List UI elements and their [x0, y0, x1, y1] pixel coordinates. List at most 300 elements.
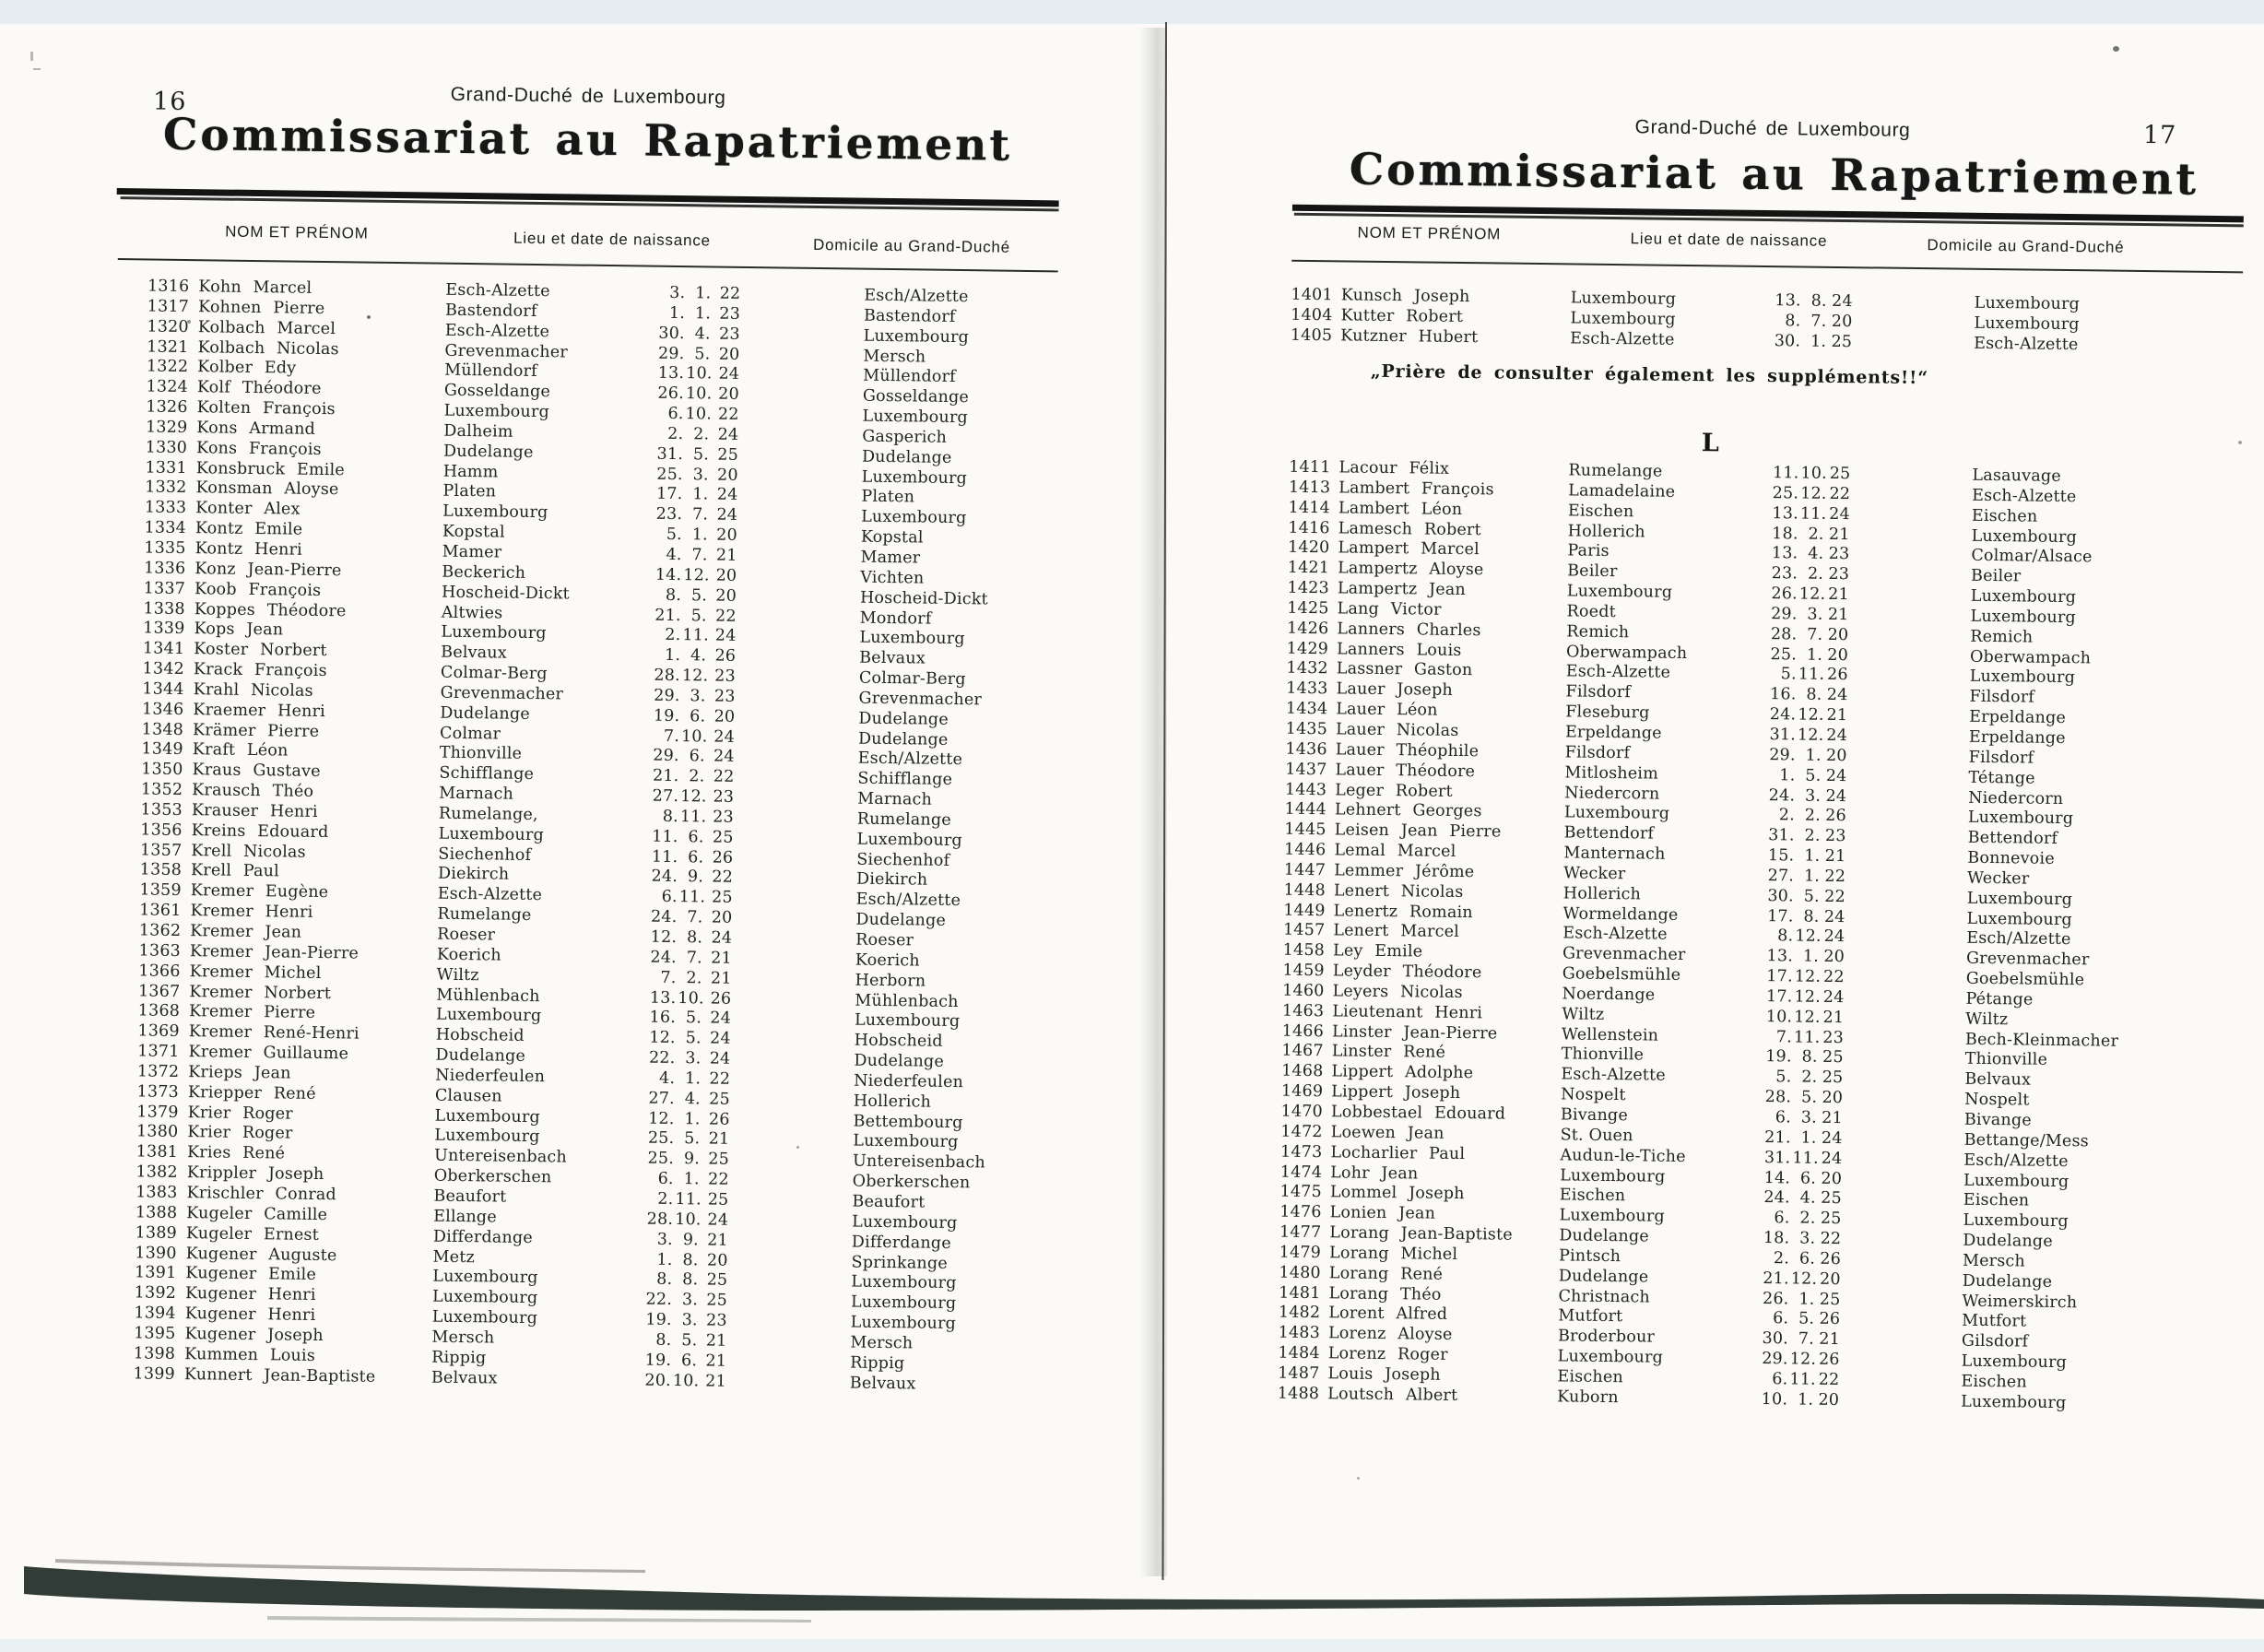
person-name: Kohnen Pierre: [197, 298, 325, 318]
birth-place: Luxembourg: [443, 401, 550, 422]
birth-day: 2.: [667, 424, 684, 443]
birth-day: 30.: [658, 324, 685, 343]
birth-month: 10.: [675, 1210, 702, 1230]
birth-place: Mühlenbach: [436, 985, 540, 1006]
person-name: Linster René: [1331, 1042, 1446, 1063]
person-name: Lenertz Romain: [1333, 901, 1473, 922]
person-name: Kremer Eugène: [190, 881, 329, 903]
birth-year: 23: [705, 1311, 727, 1330]
birth-month: 3.: [681, 1291, 699, 1310]
row-number: 1362: [138, 921, 182, 940]
person-name: Kremer Pierre: [188, 1002, 316, 1023]
person-name: Konter Alex: [195, 499, 301, 519]
row-number: 1333: [144, 498, 187, 518]
person-name: Loutsch Albert: [1327, 1385, 1458, 1405]
row-number: 1458: [1282, 940, 1326, 961]
domicile: Mersch: [1962, 1251, 2026, 1271]
row-number: 1423: [1287, 578, 1330, 598]
birth-month: 1.: [691, 525, 709, 545]
birth-place: Eischen: [1557, 1367, 1624, 1387]
person-name: Lauer Théodore: [1335, 760, 1476, 781]
column-header-name: NOM ET PRÉNOM: [225, 222, 369, 242]
row-number: 1470: [1280, 1102, 1324, 1122]
birth-place: Platen: [442, 482, 497, 502]
birth-year: 23: [714, 667, 737, 686]
person-name: Kohn Marcel: [198, 277, 312, 298]
domicile: Herborn: [855, 971, 926, 991]
birth-month: 5.: [685, 1029, 702, 1048]
column-header-domicile: Domicile au Grand-Duché: [1927, 236, 2125, 256]
row-number: 1426: [1286, 619, 1329, 638]
birth-year: 22: [1822, 967, 1845, 987]
birth-place: Filsdorf: [1564, 743, 1631, 763]
domicile: Luxembourg: [861, 507, 967, 528]
birth-month: 3.: [1800, 1108, 1818, 1127]
birth-place: Hoscheid-Dickt: [441, 583, 570, 604]
birth-month: 5.: [692, 444, 710, 465]
birth-day: 29.: [654, 686, 680, 705]
person-name: Krischler Conrad: [186, 1184, 336, 1205]
birth-place: Manternach: [1563, 844, 1666, 864]
birth-year: 24: [716, 486, 738, 505]
birth-place: Eischen: [1567, 502, 1634, 521]
birth-year: 25: [1820, 1210, 1842, 1229]
birth-month: 12.: [683, 565, 710, 585]
birth-place: Wormeldange: [1562, 903, 1679, 925]
birth-year: 26: [1825, 807, 1847, 826]
domicile: Luxembourg: [856, 830, 963, 850]
row-number: 1434: [1285, 699, 1328, 719]
birth-place: Luxembourg: [442, 502, 548, 523]
domicile: Müllendorf: [863, 367, 956, 387]
birth-day: 24.: [1769, 705, 1797, 725]
person-name: Konsbruck Emile: [195, 458, 346, 479]
birth-month: 2.: [686, 968, 702, 988]
birth-month: 1.: [1805, 746, 1822, 765]
row-number: 1484: [1278, 1343, 1320, 1363]
person-name: Kugeler Camille: [186, 1203, 328, 1224]
section-letter-L: L: [1701, 429, 1720, 458]
domicile: Gilsdorf: [1961, 1331, 2029, 1351]
birth-day: 29.: [1762, 1350, 1788, 1369]
birth-year: 25: [711, 888, 733, 908]
domicile: Thionville: [1964, 1050, 2048, 1070]
birth-month: 2.: [1804, 806, 1822, 826]
birth-day: 8.: [665, 585, 682, 605]
birth-year: 25: [708, 1150, 730, 1170]
birth-month: 10.: [1800, 464, 1828, 483]
birth-year: 25: [712, 828, 734, 847]
column-header-birth: Lieu et date de naissance: [513, 229, 711, 250]
row-number: 1371: [137, 1042, 180, 1062]
domicile: Siechenhof: [856, 850, 950, 870]
row-number: 1477: [1279, 1222, 1322, 1243]
birth-month: 12.: [1794, 1008, 1821, 1027]
row-number: 1448: [1283, 880, 1327, 900]
birth-month: 7.: [1810, 312, 1827, 331]
birth-day: 24.: [650, 907, 678, 927]
birth-day: 24.: [1763, 1188, 1790, 1208]
birth-year: 25: [706, 1270, 728, 1291]
person-name: Kremer René-Henri: [188, 1022, 360, 1044]
right-page: [1268, 100, 2264, 1550]
birth-day: 5.: [666, 525, 683, 545]
birth-year: 24: [709, 1049, 731, 1068]
domicile: Luxembourg: [1970, 586, 2077, 608]
birth-month: 12.: [1797, 726, 1824, 745]
birth-day: 3.: [669, 283, 686, 303]
birth-month: 2.: [1807, 564, 1824, 584]
person-name: Krämer Pierre: [192, 720, 320, 741]
birth-place: Thionville: [439, 744, 523, 764]
birth-year: 20: [1821, 1169, 1843, 1188]
person-name: Kummen Louis: [184, 1344, 316, 1365]
birth-year: 23: [713, 687, 736, 706]
person-name: Kriepper René: [187, 1082, 316, 1103]
birth-year: 24: [710, 1009, 732, 1029]
birth-day: 21.: [654, 606, 681, 625]
birth-month: 2.: [693, 425, 710, 444]
birth-place: Mitlosheim: [1564, 763, 1659, 784]
birth-day: 6.: [661, 888, 678, 907]
birth-place: Luxembourg: [431, 1287, 538, 1308]
birth-year: 24: [714, 626, 737, 646]
birth-month: 1.: [692, 485, 709, 504]
birth-place: Hobscheid: [435, 1025, 525, 1046]
row-number: 1399: [133, 1363, 176, 1384]
birth-place: Belvaux: [441, 643, 508, 663]
birth-month: 10.: [678, 988, 704, 1008]
person-name: Lacour Félix: [1338, 458, 1450, 478]
birth-place: Beckerich: [442, 562, 526, 583]
birth-place: Eischen: [1559, 1186, 1626, 1206]
row-number: 1324: [146, 377, 189, 397]
birth-day: 16.: [649, 1009, 677, 1028]
birth-place: Fleseburg: [1565, 702, 1650, 723]
row-number: 1368: [137, 1001, 181, 1021]
birth-place: Thionville: [1561, 1044, 1645, 1065]
row-number: 1366: [138, 962, 181, 981]
row-number: 1320: [147, 317, 189, 336]
birth-month: 11.: [675, 1190, 702, 1210]
row-number: 1413: [1288, 478, 1331, 498]
birth-place: Lamadelaine: [1568, 481, 1676, 502]
birth-place: Luxembourg: [1560, 1165, 1666, 1186]
person-name: Kugener Auguste: [185, 1244, 337, 1265]
birth-place: Rumelange: [437, 904, 532, 926]
birth-year: 20: [715, 566, 737, 585]
row-number: 1479: [1279, 1243, 1322, 1263]
birth-place: Kuborn: [1557, 1387, 1619, 1407]
birth-month: 8.: [682, 1250, 699, 1269]
domicile: Wecker: [1966, 868, 2030, 889]
birth-year: 20: [718, 345, 740, 364]
birth-year: 23: [1828, 565, 1850, 584]
birth-month: 2.: [1801, 1068, 1818, 1088]
birth-place: Luxembourg: [432, 1267, 538, 1288]
birth-day: 7.: [660, 968, 677, 987]
page-number: 17: [2142, 120, 2177, 150]
birth-place: Grevenmacher: [1562, 944, 1686, 965]
birth-place: Noerdange: [1562, 985, 1656, 1005]
person-name: Kunnert Jean-Baptiste: [183, 1364, 376, 1386]
person-name: Lohr Jean: [1330, 1162, 1419, 1184]
person-name: Krier Roger: [187, 1103, 293, 1124]
birth-year: 20: [711, 908, 733, 927]
domicile: Esch/Alzette: [855, 890, 961, 911]
birth-place: Bettendorf: [1563, 823, 1655, 844]
column-header-underline: [1291, 260, 2243, 274]
row-number: 1336: [143, 559, 186, 578]
row-number: 1392: [134, 1283, 177, 1304]
birth-place: Luxembourg: [431, 1307, 538, 1328]
birth-day: 2.: [1778, 806, 1796, 825]
birth-year: 23: [1824, 827, 1846, 846]
birth-place: Paris: [1567, 541, 1610, 561]
domicile: Belvaux: [859, 648, 926, 668]
person-name: Lauer Théophile: [1335, 740, 1480, 761]
domicile: Platen: [861, 488, 915, 507]
row-number: 1487: [1278, 1363, 1320, 1384]
person-name: Krier Roger: [187, 1123, 293, 1144]
birth-day: 24.: [1768, 785, 1796, 805]
birth-month: 10.: [685, 384, 713, 404]
domicile: Luxembourg: [850, 1292, 957, 1314]
person-name: Krippler Joseph: [186, 1163, 324, 1185]
birth-day: 24.: [650, 948, 678, 967]
domicile: Hoscheid-Dickt: [859, 588, 988, 609]
column-header-name: NOM ET PRÉNOM: [1357, 223, 1502, 243]
birth-year: 20: [713, 707, 736, 726]
domicile: Diekirch: [855, 870, 928, 891]
birth-year: 22: [712, 868, 734, 888]
birth-place: Marnach: [439, 784, 514, 804]
birth-place: Hamm: [442, 462, 499, 482]
birth-place: Rippig: [431, 1348, 487, 1368]
birth-year: 21: [715, 546, 737, 565]
row-number: 1472: [1280, 1122, 1323, 1142]
birth-day: 31.: [656, 444, 684, 464]
birth-place: Mamer: [442, 542, 502, 562]
row-number: 1482: [1278, 1304, 1321, 1323]
row-number: 1348: [141, 719, 184, 739]
birth-place: Roeser: [437, 925, 496, 945]
row-number: 1480: [1279, 1263, 1321, 1282]
birth-day: 13.: [1771, 544, 1798, 563]
birth-day: 30.: [1762, 1329, 1789, 1349]
birth-place: Luxembourg: [438, 824, 545, 844]
person-name: Lorang René: [1328, 1264, 1444, 1284]
row-number: 1466: [1281, 1021, 1325, 1041]
birth-year: 21: [705, 1351, 727, 1371]
birth-place: Esch-Alzette: [1565, 662, 1671, 683]
birth-place: Belvaux: [430, 1368, 498, 1388]
birth-month: 7.: [686, 949, 703, 968]
person-name: Kolbach Nicolas: [197, 337, 339, 359]
row-number: 1483: [1278, 1323, 1321, 1343]
birth-year: 24: [1825, 786, 1847, 806]
birth-month: 4.: [1799, 1188, 1816, 1209]
birth-year: 21: [1819, 1330, 1841, 1350]
page-number: 16: [152, 87, 187, 116]
birth-year: 20: [1823, 948, 1845, 967]
birth-year: 21: [711, 949, 733, 968]
person-name: Lambert François: [1338, 478, 1494, 500]
birth-year: 25: [1822, 1068, 1844, 1088]
domicile: Remich: [1970, 627, 2034, 647]
person-name: Krell Paul: [190, 861, 280, 881]
birth-month: 2.: [1799, 1209, 1816, 1228]
row-number: 1460: [1282, 981, 1325, 1001]
domicile: Dudelange: [857, 729, 949, 749]
page-subtitle: Grand-Duché de Luxembourg: [1634, 116, 1911, 141]
domicile: Grevenmacher: [1965, 949, 2090, 970]
birth-year: 26: [1820, 1249, 1842, 1268]
birth-place: St. Ouen: [1560, 1126, 1633, 1146]
birth-month: 5.: [684, 1129, 701, 1149]
birth-place: Hollerich: [1562, 884, 1642, 904]
person-name: Lippert Adolphe: [1331, 1062, 1474, 1083]
birth-year: 24: [1826, 686, 1848, 705]
birth-month: 3.: [1799, 1229, 1816, 1248]
birth-month: 5.: [1800, 1088, 1818, 1107]
person-name: Krieps Jean: [188, 1063, 291, 1083]
birth-year: 23: [718, 324, 740, 344]
domicile: Oberkerschen: [852, 1172, 971, 1193]
row-number: 1339: [143, 619, 185, 639]
birth-month: 6.: [689, 747, 705, 766]
birth-day: 27.: [1767, 866, 1795, 886]
person-name: Kreins Edouard: [191, 820, 329, 842]
birth-year: 24: [713, 747, 735, 767]
birth-month: 6.: [688, 847, 704, 867]
birth-day: 6.: [1773, 1309, 1789, 1328]
birth-day: 31.: [1763, 1148, 1791, 1168]
row-number: 1420: [1287, 538, 1330, 558]
birth-year: 20: [1818, 1390, 1840, 1410]
domicile: Luxembourg: [1961, 1392, 2067, 1412]
domicile: Bivange: [1963, 1110, 2033, 1130]
birth-place: Wiltz: [1562, 1005, 1605, 1024]
domicile: Hobscheid: [854, 1031, 943, 1052]
birth-month: 6.: [690, 706, 706, 726]
birth-day: 26.: [657, 384, 685, 404]
birth-place: Esch-Alzette: [444, 321, 550, 341]
row-number: 1350: [141, 760, 183, 780]
birth-month: 3.: [1807, 605, 1823, 624]
person-name: Kraemer Henri: [193, 700, 326, 721]
birth-place: Untereisenbach: [433, 1146, 568, 1167]
domicile: Luxembourg: [850, 1313, 957, 1334]
birth-day: 21.: [1764, 1127, 1791, 1148]
row-number: 1474: [1279, 1162, 1323, 1182]
row-number: 1353: [140, 800, 183, 820]
person-name: Kugener Henri: [184, 1304, 316, 1325]
birth-year: 22: [707, 1170, 729, 1189]
person-name: Kontz Emile: [195, 519, 303, 539]
birth-year: 21: [1826, 705, 1848, 726]
birth-day: 14.: [654, 565, 682, 584]
domicile: Bettendorf: [1967, 828, 2058, 849]
birth-day: 1.: [1779, 765, 1796, 785]
birth-place: Beiler: [1567, 561, 1618, 582]
repatriation-table-page-17-k: [1283, 286, 2263, 359]
birth-day: 28.: [1770, 624, 1798, 644]
domicile: Luxembourg: [851, 1272, 957, 1293]
person-name: Kremer Michel: [189, 962, 322, 983]
birth-day: 3.: [656, 1230, 674, 1249]
birth-month: 2.: [1808, 525, 1824, 544]
birth-place: Altwies: [441, 603, 503, 623]
birth-place: Esch-Alzette: [1561, 1065, 1666, 1086]
birth-month: 7.: [687, 908, 703, 927]
row-number: 1352: [140, 780, 183, 800]
birth-place: Wecker: [1563, 864, 1626, 884]
birth-day: 22.: [645, 1290, 673, 1310]
person-name: Kugener Henri: [184, 1284, 316, 1305]
birth-month: 5.: [690, 585, 708, 606]
person-name: Krahl Nicolas: [193, 680, 313, 701]
birth-year: 21: [1828, 584, 1849, 605]
birth-month: 1.: [1802, 947, 1820, 967]
person-name: Lanners Charles: [1337, 620, 1481, 641]
row-number: 1338: [143, 598, 185, 619]
birth-day: 8.: [656, 1270, 673, 1290]
birth-year: 21: [1822, 1008, 1845, 1027]
repatriation-table-page-17-l: [1270, 458, 2260, 1417]
person-name: Leger Robert: [1335, 780, 1453, 801]
row-number: 1429: [1286, 639, 1329, 658]
domicile: Grevenmacher: [858, 689, 983, 710]
row-number: 1334: [144, 518, 187, 538]
domicile: Luxembourg: [1966, 909, 2072, 929]
domicile: Eischen: [1961, 1372, 2027, 1392]
person-name: Kraus Gustave: [192, 761, 321, 782]
birth-day: 4.: [666, 545, 682, 565]
person-name: Lamesch Robert: [1338, 518, 1481, 539]
birth-month: 9.: [683, 1150, 701, 1169]
birth-year: 23: [1828, 545, 1850, 564]
birth-year: 26: [714, 646, 737, 667]
birth-month: 1.: [1803, 867, 1821, 886]
birth-place: Mutfort: [1558, 1306, 1623, 1327]
person-name: Lampertz Aloyse: [1338, 559, 1484, 580]
row-number: 1395: [134, 1324, 176, 1343]
birth-day: 22.: [648, 1048, 676, 1068]
domicile: Mondorf: [859, 608, 932, 629]
birth-place: Esch-Alzette: [1570, 329, 1675, 349]
domicile: Lasauvage: [1972, 466, 2061, 486]
person-name: Kunsch Joseph: [1340, 286, 1470, 307]
birth-month: 6.: [1799, 1169, 1817, 1188]
person-name: Lampertz Jean: [1337, 579, 1467, 600]
person-name: Lieutenant Henri: [1332, 1002, 1483, 1023]
left-page: [70, 74, 1069, 1525]
birth-day: 29.: [657, 344, 685, 363]
domicile: Weimerskirch: [1962, 1292, 2078, 1312]
birth-year: 26: [1826, 666, 1848, 685]
birth-day: 26.: [1762, 1289, 1789, 1308]
row-number: 1467: [1281, 1042, 1324, 1061]
birth-place: Metz: [432, 1247, 476, 1267]
birth-year: 21: [710, 969, 732, 988]
domicile: Dudelange: [855, 910, 947, 931]
person-name: Lang Victor: [1337, 599, 1442, 620]
birth-place: Hollerich: [1567, 521, 1645, 541]
birth-day: 15.: [1767, 846, 1795, 866]
birth-month: 4.: [684, 1089, 702, 1109]
birth-day: 25.: [647, 1149, 675, 1169]
